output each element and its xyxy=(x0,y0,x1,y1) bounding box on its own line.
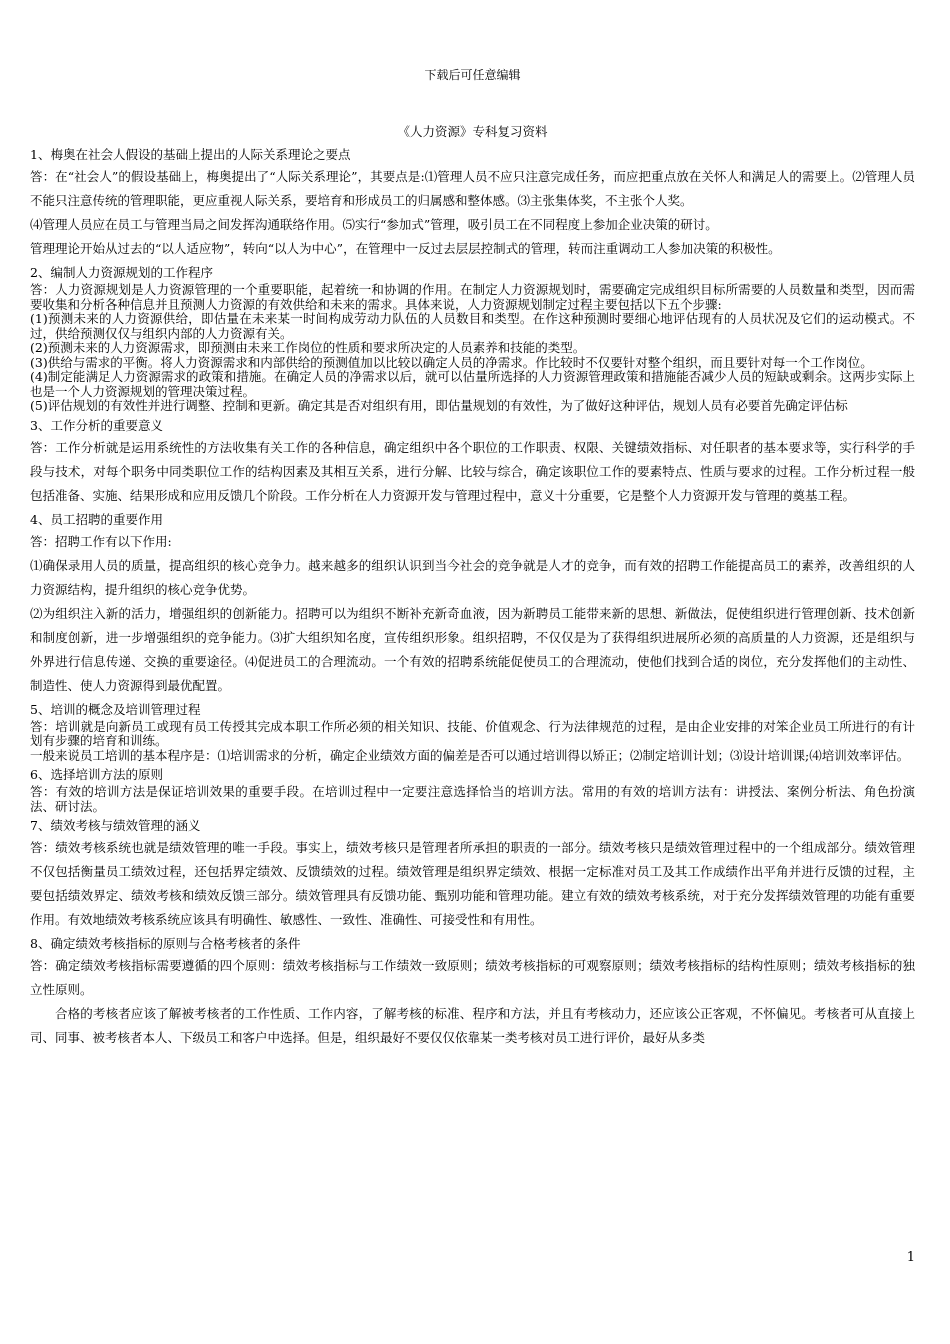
section-heading: 5、培训的概念及培训管理过程 xyxy=(30,701,201,717)
paragraph: 管理理论开始从过去的“以人适应物”，转向“以人为中心”，在管理中一反过去层层控制式的管理，转而注重调动工人参加决策的积极性。 xyxy=(30,241,781,256)
page-header: 下载后可任意编辑 xyxy=(424,68,521,82)
paragraph: 答：工作分析就是运用系统性的方法收集有关工作的各种信息，确定组织中各个职位的工作职责、权限、关键绩效指标、对任职者的基本要求等，实行科学的手段与技术，对每个职务中同类职位工作的结构因素及其相互关系，进行分解、比较与综合，确定该职位工作的要素特点、性质与要求的过程。工作分析过程一般包括准备、实施、结果形成和应用反馈几个阶段。工作分析在人力资源开发与管理过程中，意义十分重要，它是整个人力资源开发与管理的奠基工程。 xyxy=(30,439,915,503)
paragraph: 一般来说员工培训的基本程序是：⑴培训需求的分析，确定企业绩效方面的偏差是否可以通过培训得以矫正；⑵制定培训计划；⑶设计培训课;⑷培训效率评估。 xyxy=(30,747,910,763)
paragraph: ⑵为组织注入新的活力，增强组织的创新能力。招聘可以为组织不断补充新奇血液，因为新聘员工能带来新的思想、新做法，促使组织进行管理创新、技术创新和制度创新，进一步增强组织的竞争能力。⑶扩大组织知名度，宣传组织形象。组织招聘，不仅仅是为了获得组织进展所必须的高质量的人力资源，还是组织与外界进行信息传递、交换的重要途径。⑷促进员工的合理流动。一个有效的招聘系统能促使员工的合理流动，使他们找到合适的岗位，充分发挥他们的主动性、制造性、使人力资源得到最优配置。 xyxy=(30,605,915,693)
section-heading: 6、选择培训方法的原则 xyxy=(30,767,163,782)
paragraph: 合格的考核者应该了解被考核者的工作性质、工作内容，了解考核的标准、程序和方法，并且有考核动力，还应该公正客观，不怀偏见。考核者可从直接上司、同事、被考核者本人、下级员工和客户中选择。但是，组织最好不要仅仅依靠某一类考核对员工进行评价，最好从多类 xyxy=(30,1006,915,1045)
paragraph: 答：绩效考核系统也就是绩效管理的唯一手段。事实上，绩效考核只是管理者所承担的职责的一部分。绩效考核只是绩效管理过程中的一个组成部分。绩效管理不仅包括衡量员工绩效过程，还包括界定绩效、反馈绩效的过程。绩效管理是组织界定绩效、根据一定标准对员工及其工作成绩作出平角并进行反馈的过程，主要包括绩效界定、绩效考核和绩效反馈三部分。绩效管理具有反馈功能、甄别功能和管理功能。建立有效的绩效考核系统，对于充分发挥绩效管理的功能有重要作用。有效地绩效考核系统应该具有明确性、敏感性、一致性、准确性、可接受性和有用性。 xyxy=(30,840,915,927)
paragraph: (3)供给与需求的平衡。将人力资源需求和内部供给的预测值加以比较以确定人员的净需求。作比较时不仅要针对整个组织，而且要针对每一个工作岗位。 xyxy=(30,354,873,370)
document-page xyxy=(30,0,915,1344)
paragraph: (1)预测未来的人力资源供给，即估量在未来某一时间构成劳动力队伍的人员数目和类型。在作这种预测时要细心地评估现有的人员状况及它们的运动模式。不过，供给预测仅仅与组织内部的人力资源有关。 xyxy=(30,311,915,341)
paragraph: ⑷管理人员应在员工与管理当局之间发挥沟通联络作用。⑸实行“参加式”管理，吸引员工在不同程度上参加企业决策的研讨。 xyxy=(30,217,718,232)
section-heading: 7、绩效考核与绩效管理的涵义 xyxy=(30,818,201,833)
section-heading: 3、工作分析的重要意义 xyxy=(30,417,163,433)
paragraph: 答：在“社会人”的假设基础上，梅奥提出了“人际关系理论”，其要点是:⑴管理人员不应只注意完成任务，而应把重点放在关怀人和满足人的需要上。⑵管理人员不能只注意传统的管理职能，更应重视人际关系，要培育和形成员工的归属感和整体感。⑶主张集体奖，不主张个人奖。 xyxy=(30,169,915,208)
section-heading: 8、确定绩效考核指标的原则与合格考核者的条件 xyxy=(30,936,301,951)
paragraph: 答：有效的培训方法是保证培训效果的重要手段。在培训过程中一定要注意选择恰当的培训方法。常用的有效的培训方法有：讲授法、案例分析法、角色扮演法、研讨法。 xyxy=(30,784,915,814)
paragraph: (5)评估规划的有效性并进行调整、控制和更新。确定其是否对组织有用，即估量规划的有效性，为了做好这种评估，规划人员有必要首先确定评估标 xyxy=(30,398,848,413)
page-number: 1 xyxy=(906,1250,915,1265)
paragraph: ⑴确保录用人员的质量，提高组织的核心竞争力。越来越多的组织认识到当今社会的竞争就是人才的竞争，而有效的招聘工作能提高员工的素养，改善组织的人力资源结构，提升组织的核心竞争优势。 xyxy=(30,557,915,597)
paragraph: (2)预测未来的人力资源需求，即预测由未来工作岗位的性质和要求所决定的人员素养和技能的类型。 xyxy=(30,340,586,355)
section-heading: 2、编制人力资源规划的工作程序 xyxy=(30,265,213,280)
paragraph: (4)制定能满足人力资源需求的政策和措施。在确定人员的净需求以后，就可以估量所选择的人力资源管理政策和措施能否减少人员的短缺或剩余。这两步实际上也是一个人力资源规划的管理决策过程。 xyxy=(30,369,915,399)
paragraph: 答：培训就是向新员工或现有员工传授其完成本职工作所必须的相关知识、技能、价值观念、行为法律规范的过程，是由企业安排的对笨企业员工所进行的有计划有步骤的培育和训练。 xyxy=(30,718,915,748)
paragraph: 答：确定绩效考核指标需要遵循的四个原则：绩效考核指标与工作绩效一致原则；绩效考核指标的可观察原则；绩效考核指标的结构性原则；绩效考核指标的独立性原则。 xyxy=(30,958,915,997)
section-heading: 1、梅奥在社会人假设的基础上提出的人际关系理论之要点 xyxy=(30,147,351,162)
section-heading: 4、员工招聘的重要作用 xyxy=(30,511,163,527)
document-title: 《人力资源》专科复习资料 xyxy=(397,124,548,139)
paragraph: 答：人力资源规划是人力资源管理的一个重要职能，起着统一和协调的作用。在制定人力资源规划时，需要确定完成组织目标所需要的人员数量和类型，因而需要收集和分析各种信息并且预测人力资源的有效供给和未来的需求。具体来说，人力资源规划制定过程主要包括以下五个步骤: xyxy=(30,282,915,312)
paragraph: 答：招聘工作有以下作用: xyxy=(30,533,172,549)
document-body xyxy=(30,145,915,1050)
